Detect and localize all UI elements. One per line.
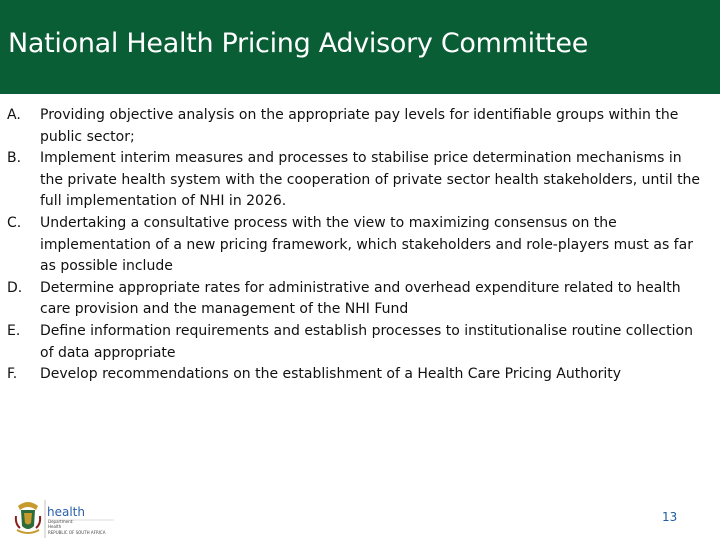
list-item-text: Determine appropriate rates for administrative and overhead expenditure related to health care provision and the management of the NHI Fund <box>40 279 681 318</box>
list-item <box>7 148 707 213</box>
logo-line1: Department: <box>48 519 74 524</box>
health-department-logo <box>14 496 124 540</box>
list-item-text: Implement interim measures and processes to stabilise price determination mechanisms in the private health system with the cooperation of private sector health stakeholders, until the full implementation of NHI in 2026. <box>40 150 701 210</box>
list-item <box>7 213 707 278</box>
list-item <box>7 105 707 148</box>
list-item-text: Define information requirements and establish processes to institutionalise routine collection of data appropriate <box>40 322 693 361</box>
list-item <box>7 278 707 321</box>
list-item-text: Providing objective analysis on the appropriate pay levels for identifiable groups within the public sector; <box>40 107 679 145</box>
logo-line3: REPUBLIC OF SOUTH AFRICA <box>48 530 106 535</box>
list-item <box>7 321 707 364</box>
list-item-letter: F. <box>7 366 18 383</box>
logo-line2: Health <box>48 524 62 529</box>
coat-of-arms-icon <box>16 502 40 533</box>
page-number: 13 <box>662 510 678 524</box>
list-item-letter: D. <box>7 279 23 296</box>
slide-title: National Health Pricing Advisory Committee <box>8 28 589 59</box>
list-item-text: Undertaking a consultative process with the view to maximizing consensus on the implementation of a new pricing framework, which stakeholders and role-players must as far as possible include <box>40 214 693 275</box>
list-item-letter: E. <box>7 322 21 339</box>
list-item <box>7 364 707 386</box>
list-item-text: Develop recommendations on the establishment of a Health Care Pricing Authority <box>40 366 622 383</box>
list-item-letter: B. <box>7 150 22 167</box>
title-bar <box>0 0 720 94</box>
committee-functions-list <box>7 105 707 386</box>
list-item-letter: C. <box>7 214 22 231</box>
logo-brand: health <box>47 505 85 519</box>
list-item-letter: A. <box>7 107 21 123</box>
